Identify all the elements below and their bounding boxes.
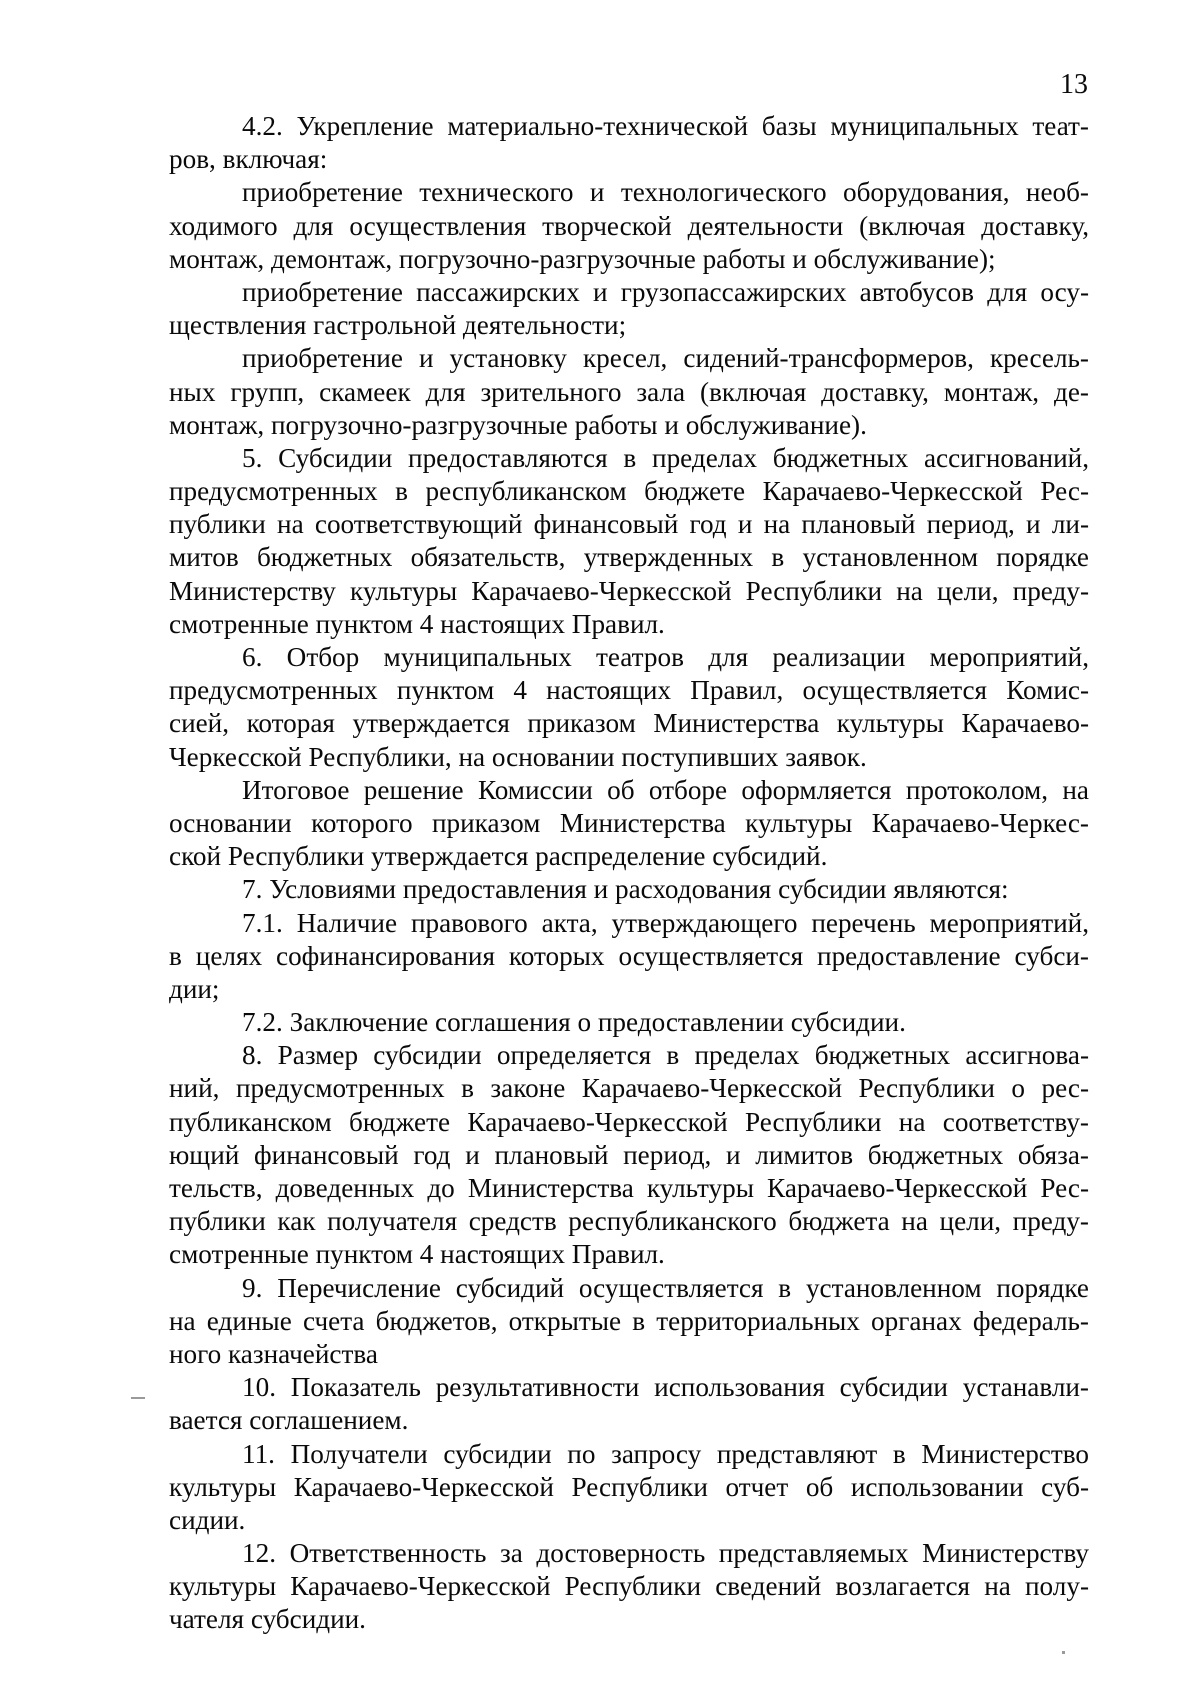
text-line: сией, которая утверждается приказом Министерства культуры Карачаево- bbox=[169, 708, 1089, 739]
text-line: дии; bbox=[169, 973, 220, 1004]
text-line: 4.2. Укрепление материально-технической базы муниципальных теат- bbox=[242, 111, 1089, 141]
text-line: публиканском бюджете Карачаево-Черкесской Республики на соответству- bbox=[169, 1106, 1089, 1137]
scan-mark bbox=[131, 1397, 145, 1399]
text-line: Итоговое решение Комиссии об отборе оформляется протоколом, на bbox=[242, 774, 1089, 805]
text-line: приобретение и установку кресел, сидений-трансформеров, кресель- bbox=[242, 343, 1089, 374]
text-line: сидии. bbox=[169, 1504, 246, 1535]
text-line: Министерству культуры Карачаево-Черкесской Республики на цели, преду- bbox=[169, 575, 1089, 606]
scan-mark bbox=[1062, 1651, 1065, 1654]
text-line: публики как получателя средств республиканского бюджета на цели, преду- bbox=[169, 1206, 1089, 1237]
text-line: 7. Условиями предоставления и расходования субсидии являются: bbox=[242, 874, 1009, 905]
text-line: 5. Субсидии предоставляются в пределах бюджетных ассигнований, bbox=[242, 442, 1089, 473]
text-line: 8. Размер субсидии определяется в пределах бюджетных ассигнова- bbox=[242, 1040, 1089, 1071]
text-line: 10. Показатель результативности использования субсидии устанавли- bbox=[242, 1372, 1089, 1403]
text-line: 7.2. Заключение соглашения о предоставлении субсидии. bbox=[242, 1007, 906, 1038]
text-line: смотренные пунктом 4 настоящих Правил. bbox=[169, 608, 665, 639]
text-line: приобретение технического и технологического оборудования, необ- bbox=[242, 177, 1089, 208]
text-line: митов бюджетных обязательств, утвержденных в установленном порядке bbox=[169, 542, 1089, 573]
text-line: 6. Отбор муниципальных театров для реализации мероприятий, bbox=[242, 642, 1089, 672]
text-line: 11. Получатели субсидии по запросу представляют в Министерство bbox=[242, 1438, 1089, 1469]
text-line: культуры Карачаево-Черкесской Республики отчет об использовании суб- bbox=[169, 1471, 1089, 1502]
text-line: тельств, доведенных до Министерства культуры Карачаево-Черкесской Рес- bbox=[169, 1173, 1089, 1203]
document-body bbox=[169, 110, 1089, 1637]
text-line: основании которого приказом Министерства культуры Карачаево-Черкес- bbox=[169, 807, 1089, 838]
text-line: на единые счета бюджетов, открытые в территориальных органах федераль- bbox=[169, 1305, 1089, 1336]
text-line: монтаж, демонтаж, погрузочно-разгрузочные работы и обслуживание); bbox=[169, 243, 996, 274]
text-line: 7.1. Наличие правового акта, утверждающего перечень мероприятий, bbox=[242, 907, 1089, 938]
text-line: ний, предусмотренных в законе Карачаево-Черкесской Республики о рес- bbox=[169, 1073, 1089, 1104]
text-line: ской Республики утверждается распределение субсидий. bbox=[169, 841, 828, 872]
text-line: смотренные пунктом 4 настоящих Правил. bbox=[169, 1239, 665, 1270]
text-line: чателя субсидии. bbox=[169, 1604, 366, 1635]
text-line: предусмотренных в республиканском бюджете Карачаево-Черкесской Рес- bbox=[169, 476, 1089, 507]
text-line: культуры Карачаево-Черкесской Республики сведений возлагается на полу- bbox=[169, 1571, 1089, 1602]
page-number: 13 bbox=[1060, 69, 1088, 100]
text-line: ных групп, скамеек для зрительного зала (включая доставку, монтаж, де- bbox=[169, 376, 1089, 407]
text-line: публики на соответствующий финансовый год и на плановый период, и ли- bbox=[169, 509, 1089, 540]
text-line: приобретение пассажирских и грузопассажирских автобусов для осу- bbox=[242, 276, 1089, 307]
text-line: вается соглашением. bbox=[169, 1405, 409, 1436]
text-line: ров, включая: bbox=[169, 144, 328, 175]
text-line: 9. Перечисление субсидий осуществляется в установленном порядке bbox=[242, 1272, 1089, 1303]
text-line: предусмотренных пунктом 4 настоящих Правил, осуществляется Комис- bbox=[169, 675, 1089, 706]
text-line: в целях софинансирования которых осуществляется предоставление субси- bbox=[169, 940, 1089, 971]
text-line: ющий финансовый год и плановый период, и лимитов бюджетных обяза- bbox=[169, 1139, 1089, 1170]
text-line: Черкесской Республики, на основании поступивших заявок. bbox=[169, 741, 867, 772]
text-line: монтаж, погрузочно-разгрузочные работы и обслуживание). bbox=[169, 409, 867, 440]
text-line: ществления гастрольной деятельности; bbox=[169, 310, 627, 341]
text-line: ного казначейства bbox=[169, 1338, 378, 1369]
text-line: ходимого для осуществления творческой деятельности (включая доставку, bbox=[169, 210, 1089, 241]
text-line: 12. Ответственность за достоверность представляемых Министерству bbox=[242, 1538, 1089, 1569]
